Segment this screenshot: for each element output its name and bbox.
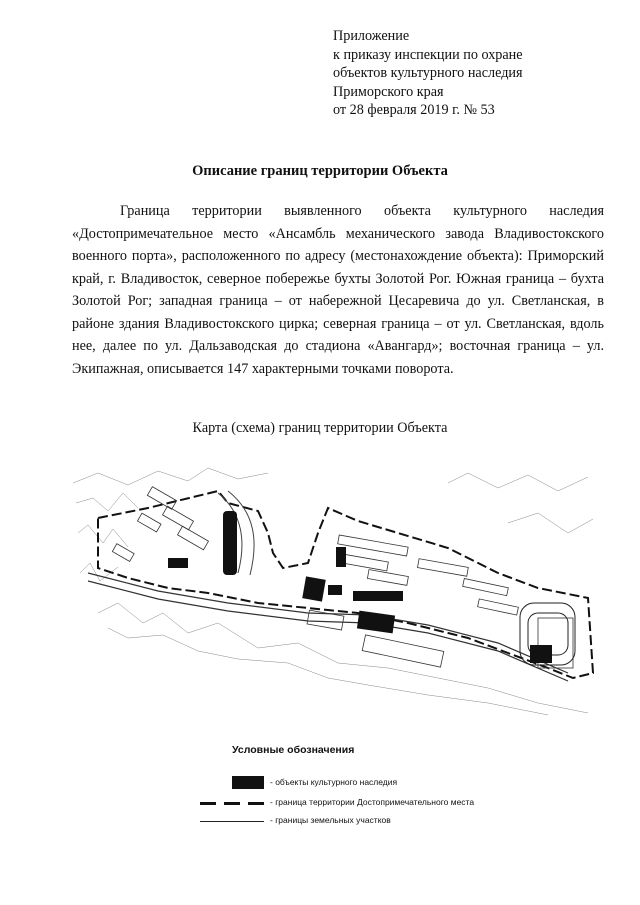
legend-symbol-boundary	[200, 796, 266, 810]
boundary-description	[72, 200, 604, 380]
legend-symbol-heritage	[200, 776, 266, 790]
appendix-line: объектов культурного наследия	[333, 65, 523, 82]
map-caption: Карта (схема) границ территории Объекта	[192, 420, 448, 436]
territory-boundary	[98, 491, 593, 678]
heritage-objects	[168, 511, 552, 663]
appendix-line: Приморского края	[333, 83, 444, 100]
territory-map	[68, 463, 600, 725]
appendix-line: от 28 февраля 2019 г. № 53	[333, 102, 495, 119]
appendix-block	[333, 27, 523, 120]
description-paragraph: Граница территории выявленного объекта культурного наследия «Достопримечательное место «Ансамбль механического завода Владивостокского военного порта», расположенного по адресу (местонахождение объекта): Приморский край, г. Владивосток, северное побережье бухты Золотой Рог. Южная граница – бухта Золотой Рог; западная граница – от набережной Цесаревича до ул. Светланская, в районе здания Владивостокского цирка; северная граница – от ул. Светланская, вдоль нее, далее по ул. Дальзаводская до стадиона «Авангард»; восточная граница – ул. Экипажная, описывается 147 характерными точками поворота.	[72, 203, 604, 377]
appendix-line: Приложение	[333, 28, 410, 44]
document-title: Описание границ территории Объекта	[192, 163, 448, 179]
appendix-line: к приказу инспекции по охране	[333, 46, 523, 63]
legend-symbol-land-plots	[200, 814, 266, 828]
legend-label: - объекты культурного наследия	[270, 777, 398, 787]
building-outlines	[112, 487, 573, 668]
legend-label: - граница территории Достопримечательного места	[270, 797, 475, 807]
legend-label: - границы земельных участков	[270, 815, 391, 825]
legend-title: Условные обозначения	[232, 744, 355, 756]
